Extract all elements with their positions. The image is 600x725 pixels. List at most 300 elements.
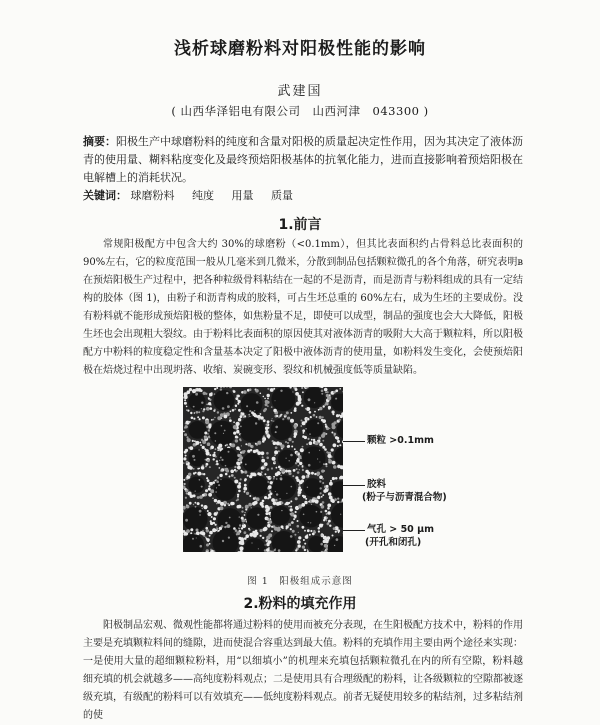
keyword-item: 质量 bbox=[271, 189, 293, 202]
binder-speck bbox=[206, 477, 208, 479]
binder-speck bbox=[338, 532, 340, 534]
binder-speck bbox=[305, 470, 309, 474]
binder-speck bbox=[269, 490, 271, 492]
coke-particle bbox=[242, 453, 260, 471]
binder-speck bbox=[294, 427, 296, 429]
binder-speck bbox=[309, 441, 313, 445]
binder-speck bbox=[241, 517, 244, 520]
binder-speck bbox=[291, 522, 293, 524]
binder-speck bbox=[278, 549, 281, 552]
binder-speck bbox=[261, 466, 264, 469]
binder-speck bbox=[302, 475, 306, 479]
binder-speck bbox=[230, 411, 232, 413]
binder-speck bbox=[205, 494, 207, 496]
binder-speck bbox=[255, 422, 257, 424]
binder-speck bbox=[190, 532, 192, 534]
binder-speck bbox=[279, 498, 280, 499]
binder-speck bbox=[207, 442, 211, 446]
binder-speck bbox=[197, 416, 199, 418]
binder-speck bbox=[285, 441, 287, 443]
binder-speck bbox=[290, 412, 292, 414]
binder-speck bbox=[271, 530, 273, 532]
binder-speck bbox=[217, 449, 219, 451]
binder-speck bbox=[197, 496, 200, 499]
binder-speck bbox=[303, 432, 305, 434]
binder-speck bbox=[335, 477, 338, 480]
binder-speck bbox=[214, 452, 216, 454]
binder-speck bbox=[321, 393, 323, 395]
binder-speck bbox=[302, 435, 305, 438]
binder-speck bbox=[294, 432, 298, 436]
binder-speck bbox=[275, 426, 278, 429]
binder-speck bbox=[333, 443, 337, 447]
binder-speck bbox=[185, 455, 187, 457]
binder-speck bbox=[184, 402, 187, 405]
binder-speck bbox=[247, 475, 249, 477]
binder-speck bbox=[238, 418, 241, 421]
binder-speck bbox=[276, 493, 278, 495]
binder-speck bbox=[237, 400, 239, 402]
binder-speck bbox=[322, 501, 325, 504]
binder-speck bbox=[201, 504, 203, 506]
binder-speck bbox=[329, 452, 331, 454]
binder-speck bbox=[219, 460, 220, 461]
binder-speck bbox=[221, 417, 223, 419]
binder-speck bbox=[190, 528, 193, 531]
binder-speck bbox=[184, 483, 186, 485]
coke-particle bbox=[246, 507, 268, 529]
binder-speck bbox=[213, 517, 216, 520]
binder-speck bbox=[196, 538, 197, 539]
binder-speck bbox=[209, 399, 211, 401]
binder-speck bbox=[271, 526, 273, 528]
binder-speck bbox=[209, 543, 211, 545]
binder-speck bbox=[286, 458, 287, 459]
coke-particle bbox=[241, 393, 263, 415]
binder-speck bbox=[298, 395, 301, 398]
binder-speck bbox=[274, 461, 276, 463]
binder-speck bbox=[340, 415, 343, 418]
binder-speck bbox=[314, 473, 316, 475]
binder-speck bbox=[238, 527, 240, 529]
binder-speck bbox=[235, 405, 237, 407]
binder-speck bbox=[259, 473, 262, 476]
binder-speck bbox=[198, 449, 199, 450]
binder-speck bbox=[224, 504, 226, 506]
binder-speck bbox=[260, 529, 263, 532]
binder-speck bbox=[233, 432, 236, 435]
binder-speck bbox=[224, 526, 226, 528]
binder-speck bbox=[186, 504, 188, 506]
binder-speck bbox=[254, 497, 256, 499]
binder-speck bbox=[321, 390, 324, 393]
binder-speck bbox=[199, 442, 201, 444]
binder-speck bbox=[232, 409, 235, 412]
binder-speck bbox=[185, 519, 188, 522]
binder-speck bbox=[271, 406, 273, 408]
binder-speck bbox=[337, 465, 341, 469]
binder-speck bbox=[192, 455, 195, 458]
binder-speck bbox=[327, 504, 331, 508]
author-name: 武建国 bbox=[0, 80, 600, 99]
binder-speck bbox=[238, 490, 241, 493]
binder-speck bbox=[270, 506, 273, 509]
binder-speck bbox=[215, 456, 217, 458]
binder-speck bbox=[209, 396, 210, 397]
binder-speck bbox=[262, 475, 263, 476]
binder-speck bbox=[202, 532, 206, 536]
binder-speck bbox=[308, 398, 311, 401]
binder-speck bbox=[250, 473, 253, 476]
binder-speck bbox=[292, 530, 295, 533]
binder-speck bbox=[209, 531, 213, 535]
binder-speck bbox=[229, 517, 231, 519]
binder-speck bbox=[241, 445, 242, 446]
binder-speck bbox=[310, 522, 311, 523]
binder-speck bbox=[321, 434, 325, 438]
binder-speck bbox=[238, 409, 241, 412]
binder-speck bbox=[231, 474, 233, 476]
binder-speck bbox=[264, 473, 266, 475]
binder-speck bbox=[223, 433, 224, 434]
binder-speck bbox=[295, 511, 297, 513]
binder-speck bbox=[304, 549, 306, 551]
binder-speck bbox=[235, 436, 238, 439]
binder-speck bbox=[186, 436, 188, 438]
binder-speck bbox=[219, 474, 222, 477]
binder-speck bbox=[234, 480, 238, 484]
binder-speck bbox=[318, 437, 321, 440]
binder-speck bbox=[266, 452, 269, 455]
binder-speck bbox=[327, 397, 331, 401]
binder-speck bbox=[234, 466, 236, 468]
binder-speck bbox=[326, 465, 328, 467]
binder-speck bbox=[197, 532, 199, 534]
binder-speck bbox=[267, 468, 270, 471]
binder-speck bbox=[249, 533, 253, 537]
binder-speck bbox=[290, 500, 292, 502]
binder-speck bbox=[240, 414, 242, 416]
binder-speck bbox=[198, 411, 200, 413]
binder-speck bbox=[280, 478, 282, 480]
binder-speck bbox=[205, 393, 207, 395]
binder-speck bbox=[195, 444, 197, 446]
binder-speck bbox=[329, 496, 333, 500]
binder-speck bbox=[305, 408, 307, 410]
binder-speck bbox=[320, 492, 322, 494]
coke-particle bbox=[306, 419, 324, 437]
binder-speck bbox=[240, 426, 242, 428]
coke-particle bbox=[210, 421, 236, 447]
binder-speck bbox=[272, 457, 276, 461]
binder-speck bbox=[286, 528, 288, 530]
binder-speck bbox=[201, 439, 203, 441]
binder-speck bbox=[195, 506, 197, 508]
binder-speck bbox=[186, 529, 190, 533]
binder-speck bbox=[215, 448, 217, 450]
binder-speck bbox=[211, 392, 213, 394]
binder-speck bbox=[196, 411, 199, 414]
binder-speck bbox=[267, 522, 269, 524]
coke-particle bbox=[239, 417, 265, 443]
binder-speck bbox=[242, 507, 244, 509]
binder-speck bbox=[322, 446, 325, 449]
binder-speck bbox=[323, 405, 325, 407]
binder-speck bbox=[224, 415, 228, 419]
binder-speck bbox=[323, 540, 326, 543]
binder-speck bbox=[267, 405, 269, 407]
binder-speck bbox=[278, 466, 281, 469]
binder-speck bbox=[242, 540, 244, 542]
binder-speck bbox=[327, 536, 330, 539]
binder-speck bbox=[278, 450, 280, 452]
binder-speck bbox=[326, 490, 328, 492]
binder-speck bbox=[258, 415, 261, 418]
binder-speck bbox=[210, 522, 213, 525]
binder-speck bbox=[324, 544, 328, 548]
binder-speck bbox=[244, 531, 247, 534]
binder-speck bbox=[288, 438, 291, 441]
binder-speck bbox=[193, 444, 194, 445]
binder-speck bbox=[288, 472, 291, 475]
binder-speck bbox=[189, 502, 192, 505]
binder-speck bbox=[246, 405, 248, 407]
binder-speck bbox=[220, 388, 222, 390]
binder-speck bbox=[200, 389, 203, 392]
binder-speck bbox=[215, 440, 216, 441]
binder-speck bbox=[298, 532, 299, 533]
binder-speck bbox=[273, 409, 277, 413]
binder-speck bbox=[308, 452, 310, 454]
binder-speck bbox=[297, 471, 300, 474]
binder-speck bbox=[183, 479, 185, 481]
binder-speck bbox=[220, 469, 223, 472]
binder-speck bbox=[202, 530, 204, 532]
binder-speck bbox=[268, 533, 272, 537]
binder-speck bbox=[207, 433, 209, 435]
binder-speck bbox=[205, 420, 209, 424]
binder-speck bbox=[309, 433, 311, 435]
binder-speck bbox=[326, 520, 328, 522]
binder-speck bbox=[298, 536, 301, 539]
binder-speck bbox=[207, 459, 210, 462]
binder-speck bbox=[215, 464, 216, 465]
label-pore-detail: (开孔和闭孔) bbox=[365, 536, 421, 549]
coke-particle bbox=[303, 478, 322, 497]
binder-speck bbox=[267, 420, 270, 423]
binder-speck bbox=[214, 409, 216, 411]
binder-speck bbox=[287, 445, 290, 448]
binder-speck bbox=[213, 419, 215, 421]
binder-speck bbox=[212, 481, 215, 484]
binder-speck bbox=[282, 418, 284, 420]
binder-speck bbox=[240, 433, 241, 434]
binder-speck bbox=[196, 388, 198, 390]
binder-speck bbox=[280, 390, 282, 392]
binder-speck bbox=[189, 446, 193, 450]
keyword-item: 用量 bbox=[232, 189, 254, 202]
binder-speck bbox=[327, 507, 330, 510]
binder-speck bbox=[286, 493, 287, 494]
binder-speck bbox=[262, 537, 264, 539]
binder-speck bbox=[255, 532, 259, 536]
binder-speck bbox=[307, 487, 308, 488]
binder-speck bbox=[286, 411, 289, 414]
binder-speck bbox=[235, 397, 238, 400]
binder-speck bbox=[289, 417, 290, 418]
binder-speck bbox=[218, 444, 222, 448]
binder-speck bbox=[248, 503, 252, 507]
binder-speck bbox=[267, 398, 269, 400]
binder-speck bbox=[316, 511, 318, 513]
binder-speck bbox=[216, 481, 219, 484]
binder-speck bbox=[266, 457, 269, 460]
binder-speck bbox=[227, 405, 230, 408]
binder-speck bbox=[329, 525, 331, 527]
binder-speck bbox=[295, 462, 297, 464]
binder-speck bbox=[311, 439, 313, 441]
label-particle: 颗粒 >0.1mm bbox=[367, 434, 434, 447]
binder-speck bbox=[194, 440, 196, 442]
binder-speck bbox=[327, 523, 330, 526]
binder-speck bbox=[273, 501, 277, 505]
binder-speck bbox=[302, 467, 304, 469]
binder-speck bbox=[273, 478, 275, 480]
binder-speck bbox=[218, 484, 220, 486]
binder-speck bbox=[301, 503, 305, 507]
binder-speck bbox=[227, 503, 229, 505]
binder-speck bbox=[263, 435, 265, 437]
binder-speck bbox=[185, 423, 187, 425]
binder-speck bbox=[291, 446, 293, 448]
binder-speck bbox=[331, 432, 333, 434]
binder-speck bbox=[243, 450, 245, 452]
binder-speck bbox=[327, 404, 328, 405]
binder-speck bbox=[197, 502, 200, 505]
binder-speck bbox=[206, 538, 209, 541]
binder-speck bbox=[194, 412, 196, 414]
binder-speck bbox=[272, 418, 273, 419]
binder-speck bbox=[307, 438, 309, 440]
binder-speck bbox=[328, 520, 331, 523]
binder-speck bbox=[306, 443, 308, 445]
binder-speck bbox=[327, 454, 331, 458]
coke-particle bbox=[270, 506, 290, 526]
binder-speck bbox=[203, 535, 205, 537]
binder-speck bbox=[202, 410, 204, 412]
binder-speck bbox=[264, 544, 265, 545]
binder-speck bbox=[233, 527, 236, 530]
binder-speck bbox=[217, 411, 219, 413]
binder-speck bbox=[186, 406, 188, 408]
binder-speck bbox=[245, 464, 247, 466]
binder-speck bbox=[313, 497, 316, 500]
binder-speck bbox=[288, 418, 290, 420]
binder-speck bbox=[233, 390, 236, 393]
binder-speck bbox=[287, 442, 289, 444]
coke-particle bbox=[271, 419, 293, 441]
binder-speck bbox=[301, 420, 303, 422]
binder-speck bbox=[211, 419, 213, 421]
binder-speck bbox=[337, 498, 339, 500]
binder-speck bbox=[239, 438, 241, 440]
binder-speck bbox=[292, 391, 293, 392]
binder-speck bbox=[316, 416, 318, 418]
binder-speck bbox=[202, 508, 203, 509]
binder-speck bbox=[267, 394, 270, 397]
binder-speck bbox=[332, 477, 335, 480]
binder-speck bbox=[273, 421, 274, 422]
binder-speck bbox=[243, 416, 245, 418]
binder-speck bbox=[201, 408, 202, 409]
binder-speck bbox=[302, 526, 305, 529]
binder-speck bbox=[224, 430, 226, 432]
binder-speck bbox=[330, 480, 332, 482]
binder-speck bbox=[248, 528, 250, 530]
binder-speck bbox=[200, 545, 203, 548]
binder-speck bbox=[213, 458, 215, 460]
binder-speck bbox=[295, 388, 298, 391]
binder-speck bbox=[207, 512, 211, 516]
binder-speck bbox=[323, 463, 325, 465]
binder-speck bbox=[261, 505, 264, 508]
binder-speck bbox=[204, 432, 207, 435]
binder-speck bbox=[251, 507, 252, 508]
binder-speck bbox=[264, 496, 267, 499]
binder-speck bbox=[242, 523, 244, 525]
binder-speck bbox=[267, 548, 270, 551]
binder-speck bbox=[187, 438, 191, 442]
binder-speck bbox=[299, 495, 300, 496]
binder-speck bbox=[309, 534, 311, 536]
binder-speck bbox=[264, 549, 267, 552]
binder-speck bbox=[267, 427, 269, 429]
binder-speck bbox=[260, 413, 262, 415]
binder-speck bbox=[206, 407, 210, 411]
binder-speck bbox=[183, 431, 185, 433]
binder-speck bbox=[262, 440, 265, 443]
binder-speck bbox=[280, 414, 282, 416]
binder-speck bbox=[290, 419, 294, 423]
binder-speck bbox=[297, 540, 301, 544]
abstract-text: 阳极生产中球磨粉料的纯度和含量对阳极的质量起决定性作用，因为其决定了液体沥青的使用量、糊料粘度变化及最终预焙阳极基体的抗氧化能力，进而直接影响着预焙阳极在电解槽上的消耗状况。 bbox=[83, 135, 523, 184]
binder-speck bbox=[237, 455, 239, 457]
binder-speck bbox=[190, 412, 192, 414]
binder-speck bbox=[263, 528, 267, 532]
binder-speck bbox=[221, 459, 223, 461]
binder-speck bbox=[274, 527, 278, 531]
binder-speck bbox=[236, 430, 240, 434]
binder-speck bbox=[185, 425, 188, 428]
coke-particle bbox=[272, 475, 296, 499]
binder-speck bbox=[332, 500, 334, 502]
binder-speck bbox=[187, 465, 191, 469]
binder-speck bbox=[189, 388, 192, 391]
binder-speck bbox=[233, 425, 237, 429]
binder-speck bbox=[319, 443, 323, 447]
binder-speck bbox=[267, 524, 271, 528]
binder-speck bbox=[208, 485, 210, 487]
binder-speck bbox=[277, 471, 281, 475]
binder-speck bbox=[328, 462, 330, 464]
binder-speck bbox=[320, 487, 322, 489]
binder-speck bbox=[224, 468, 225, 469]
binder-speck bbox=[284, 416, 286, 418]
binder-speck bbox=[276, 478, 278, 480]
binder-speck bbox=[261, 451, 265, 455]
binder-speck bbox=[285, 502, 289, 506]
binder-speck bbox=[300, 425, 302, 427]
